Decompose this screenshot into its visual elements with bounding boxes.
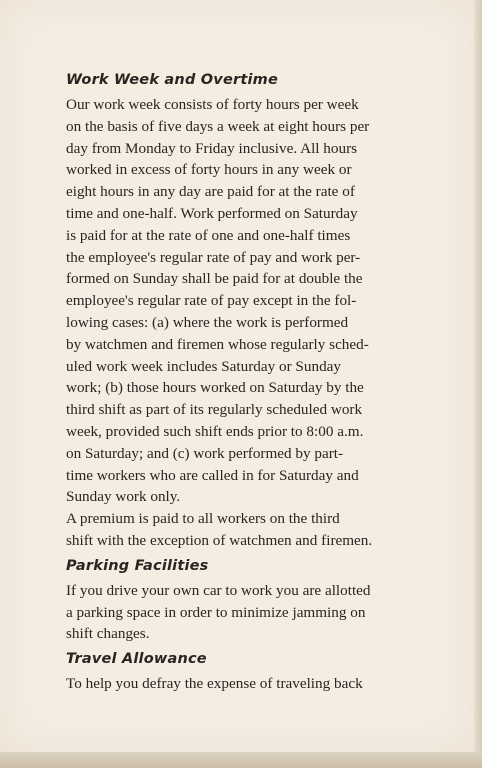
section-heading-work-week: Work Week and Overtime: [66, 72, 278, 88]
parking-paragraph: If you drive your own car to work you are allotted a parking space in order to minimize jamming on shift changes.: [66, 581, 371, 643]
page-content: [66, 70, 416, 695]
section-heading-travel: Travel Allowance: [66, 651, 207, 668]
page-edge-bottom: [0, 752, 482, 768]
page-edge: [474, 0, 482, 768]
premium-paragraph: A premium is paid to all workers on the third shift with the exception of watchmen and firemen.: [66, 510, 373, 549]
work-week-paragraph: Our work week consists of forty hours per week on the basis of five days a week at eight hours per day from Monday to Friday inclusive. All hours worked in excess of forty hours in any week or eight hours in any day are paid for at the rate of time and one-half. Work performed on Saturday is paid for at the rate of one and one-half times the employee's regular rate of pay and work per- formed on Sunday shall be paid for at double the employee's regular rate of pay except in the fol- lowing cases: (a) where the work is performed by watchmen and firemen whose regularly sched- uled work week includes Saturday or Sunday work; (b) those hours worked on Saturday by the third shift as part of its regularly scheduled work week, provided such shift ends prior to 8:00 a.m. on Saturday; and (c) work performed by part- time workers who are called in for Saturday and Sunday work only.: [66, 96, 370, 506]
section-heading-parking: Parking Facilities: [66, 557, 209, 574]
travel-paragraph: To help you defray the expense of traveling back: [66, 675, 363, 693]
